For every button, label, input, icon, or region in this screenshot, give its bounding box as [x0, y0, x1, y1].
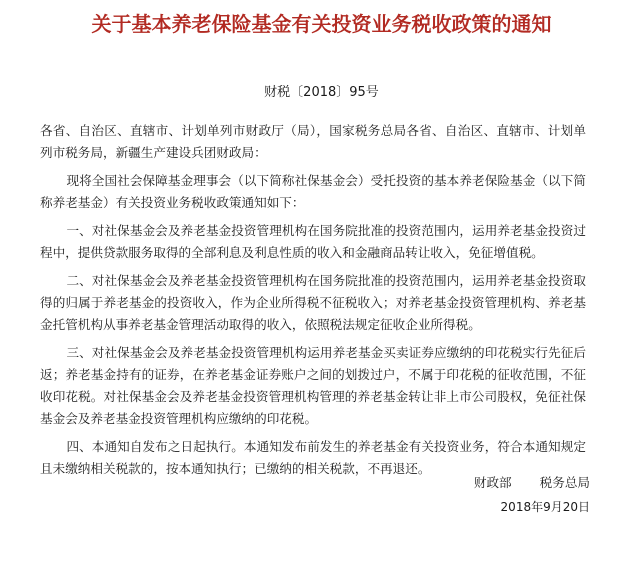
clause-2-paragraph: 二、对社保基金会及养老基金投资管理机构在国务院批准的投资范围内，运用养老基金投资取得的归属于养老基金的投资收入，作为企业所得税不征税收入；对养老基金投资管理机构、养老基金托管机构从事养老基金管理活动取得的收入，依照税法规定征收企业所得税。: [40, 273, 586, 332]
signers: [400, 473, 590, 493]
signer-ministry-of-finance: 财政部: [473, 475, 512, 490]
signer-state-taxation-administration: 税务总局: [539, 475, 590, 490]
intro-paragraph: 现将全国社会保障基金理事会（以下简称社保基金会）受托投资的基本养老保险基金（以下简称养老基金）有关投资业务税收政策通知如下：: [40, 173, 586, 210]
document-number: 财税〔2018〕95号: [264, 85, 379, 100]
document-title: 关于基本养老保险基金有关投资业务税收政策的通知: [91, 12, 552, 36]
document-body: [40, 120, 586, 486]
clause-4-paragraph: 四、本通知自发布之日起执行。本通知发布前发生的养老基金有关投资业务，符合本通知规定且未缴纳相关税款的，按本通知执行；已缴纳的相关税款，不再退还。: [40, 439, 586, 476]
clause-3-paragraph: 三、对社保基金会及养老基金投资管理机构运用养老基金买卖证券应缴纳的印花税实行先征后返；养老基金持有的证券，在养老基金证券账户之间的划拨过户，不属于印花税的征收范围，不征收印花税。对社保基金会及养老基金投资管理机构管理的养老基金转让非上市公司股权，免征社保基金会及养老基金投资管理机构应缴纳的印花税。: [40, 345, 586, 426]
addressee-paragraph: 各省、自治区、直辖市、计划单列市财政厅（局），国家税务总局各省、自治区、直辖市、计划单列市税务局，新疆生产建设兵团财政局：: [40, 123, 586, 160]
document-date: 2018年9月20日: [500, 500, 590, 514]
clause-1-paragraph: 一、对社保基金会及养老基金投资管理机构在国务院批准的投资范围内，运用养老基金投资过程中，提供贷款服务取得的全部利息及利息性质的收入和金融商品转让收入，免征增值税。: [40, 223, 586, 260]
